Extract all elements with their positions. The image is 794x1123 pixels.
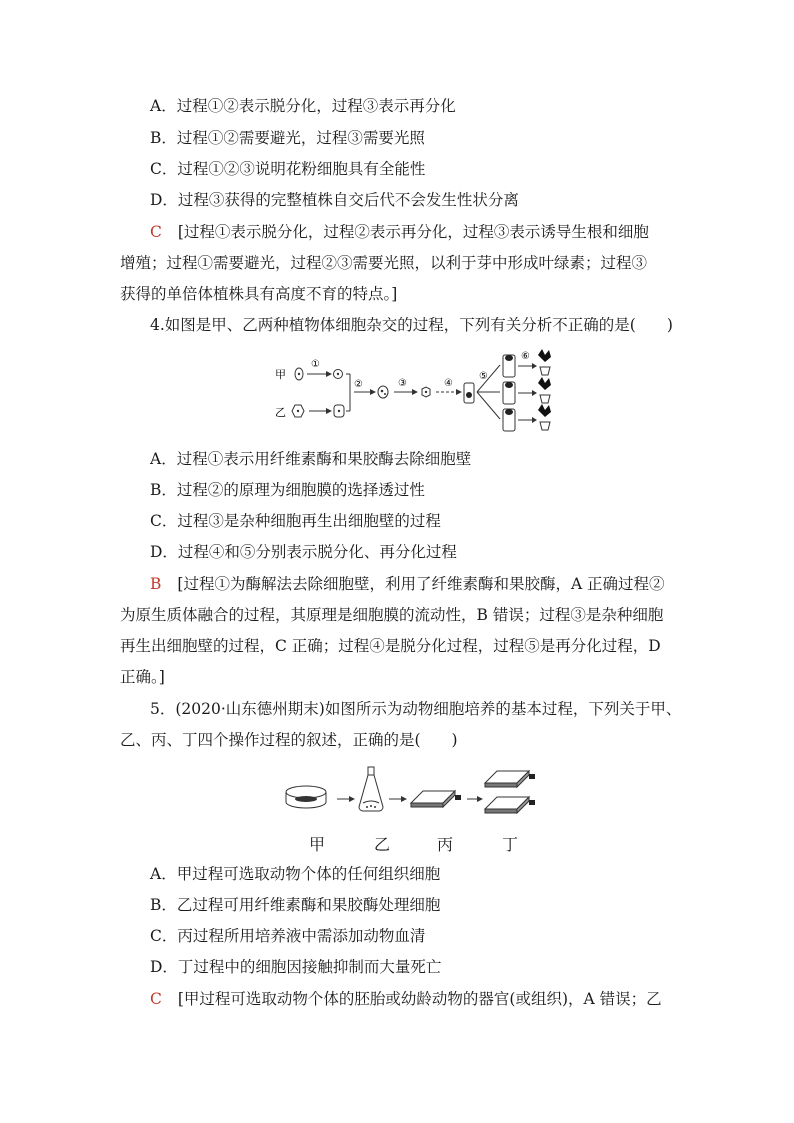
q3-option-b: B．过程①②需要避光，过程③需要光照 — [150, 129, 425, 147]
q5-option-c: C．丙过程所用培养液中需添加动物血清 — [150, 927, 426, 945]
step-3-label: ③ — [398, 378, 407, 389]
q3-explanation-1: [过程①表示脱分化，过程②表示再分化，过程③表示诱导生根和细胞 — [177, 223, 649, 241]
q4-option-c: C．过程③是杂种细胞再生出细胞壁的过程 — [150, 512, 441, 530]
q4-fig-yi-label: 乙 — [275, 406, 286, 419]
q5-stem-1: 5．(2020·山东德州期末)如图所示为动物细胞培养的基本过程，下列关于甲、 — [150, 700, 682, 718]
q5-label-bing: 丙 — [437, 835, 454, 854]
plant-pot-top-icon — [538, 349, 551, 375]
plant-pot-mid-icon — [538, 377, 551, 403]
q4-explanation-2: 为原生质体融合的过程，其原理是细胞膜的流动性，B 错误；过程③是杂种细胞 — [120, 606, 664, 624]
q5-option-d: D．丁过程中的细胞因接触抑制而大量死亡 — [150, 958, 442, 976]
q3-answer-letter: C — [150, 223, 162, 241]
q5-answer-line — [150, 989, 710, 1009]
step-6-label: ⑥ — [521, 351, 530, 362]
culture-bottle-lower-icon — [485, 797, 535, 813]
q4-explanation-3: 再生出细胞壁的过程，C 正确；过程④是脱分化过程，过程⑤是再分化过程，D — [120, 637, 661, 655]
q5-label-jia: 甲 — [309, 835, 326, 854]
q3-explanation-3: 获得的单倍体植株具有高度不育的特点。] — [120, 285, 398, 303]
plant-pot-bot-icon — [538, 404, 551, 430]
q4-answer-letter: B — [150, 575, 162, 593]
q5-label-yi: 乙 — [374, 835, 391, 854]
q4-option-a: A．过程①表示用纤维素酶和果胶酶去除细胞壁 — [150, 450, 472, 468]
step-2-label: ② — [354, 379, 363, 390]
culture-bottle-upper-icon — [485, 771, 535, 787]
q3-option-c: C．过程①②③说明花粉细胞具有全能性 — [150, 160, 426, 178]
q5-stem-2: 乙、丙、丁四个操作过程的叙述，正确的是( ) — [120, 731, 458, 749]
q3-option-a: A．过程①②表示脱分化，过程③表示再分化 — [150, 97, 456, 115]
step-4-label: ④ — [444, 378, 453, 389]
culture-bottle-icon — [411, 791, 461, 807]
petri-dish-icon — [286, 786, 326, 808]
q5-culture-diagram — [283, 765, 553, 825]
q4-fig-jia-label: 甲 — [275, 368, 286, 381]
seedling-tube-bot-icon — [503, 409, 515, 431]
flask-icon — [359, 767, 383, 811]
q3-answer-line — [150, 222, 710, 242]
q5-label-ding: 丁 — [502, 835, 519, 854]
q5-answer-letter: C — [150, 990, 162, 1008]
q5-option-a: A．甲过程可选取动物个体的任何组织细胞 — [150, 865, 441, 883]
q4-answer-line — [150, 574, 710, 594]
q4-explanation-1: [过程①为酶解法去除细胞壁，利用了纤维素酶和果胶酶，A 正确过程② — [177, 575, 665, 593]
q3-explanation-2: 增殖；过程①需要避光，过程②③需要光照，以利于芽中形成叶绿素；过程③ — [120, 254, 648, 272]
q4-fusion-diagram — [270, 345, 560, 440]
q5-option-b: B．乙过程可用纤维素酶和果胶酶处理细胞 — [150, 896, 441, 914]
seedling-tube-top-icon — [503, 355, 515, 377]
step-1-label: ① — [311, 359, 320, 370]
q4-option-d: D．过程④和⑤分别表示脱分化、再分化过程 — [150, 543, 457, 561]
q4-stem: 4.如图是甲、乙两种植物体细胞杂交的过程，下列有关分析不正确的是( ) — [150, 316, 673, 334]
step-5-label: ⑤ — [479, 371, 488, 382]
q5-explanation-1: [甲过程可选取动物个体的胚胎或幼龄动物的器官(或组织)，A 错误；乙 — [177, 990, 662, 1008]
seedling-tube-mid-icon — [503, 382, 515, 404]
q3-option-d: D．过程③获得的完整植株自交后代不会发生性状分离 — [150, 191, 519, 209]
q4-option-b: B．过程②的原理为细胞膜的选择透过性 — [150, 481, 425, 499]
fused-protoplast-icon — [378, 386, 388, 398]
q4-explanation-4: 正确。] — [120, 668, 165, 686]
